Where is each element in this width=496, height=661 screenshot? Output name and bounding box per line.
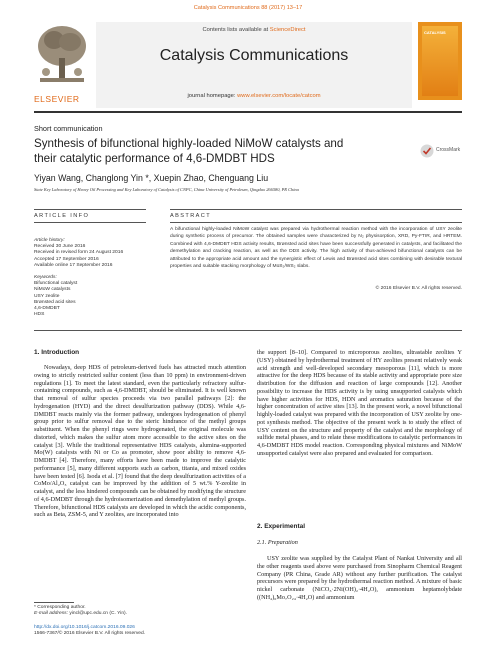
introduction-text-right [257,349,462,458]
author-list: Yiyan Wang, Changlong Yin *, Xuepin Zhao, Chenguang Liu [34,173,269,183]
introduction-text-left [34,364,246,519]
keyword-item: Brønsted acid sites [34,299,76,305]
crossmark-badge[interactable] [420,141,462,161]
contents-line [96,27,412,33]
section-heading-experimental: 2. Experimental [257,523,306,530]
affiliation: State Key Laboratory of Heavy Oil Processing and Key Laboratory of Catalysis of CNPC, China University of Petroleum, Qingdao 266580, PR China [34,187,299,192]
cover-label: CATALYSIS [424,30,446,35]
front-matter-divider [34,330,462,331]
issn-line: 1566-7367/© 2016 Elsevier B.V. All rights reserved. [34,631,146,637]
contents-prefix: Contents lists available at [202,27,270,33]
abstract-copyright: © 2016 Elsevier B.V. All rights reserved. [375,286,462,291]
history-item: Accepted 17 September 2016 [34,256,99,262]
abstract-text: A bifunctional highly-loaded NiMoW catalyst was prepared via hydrothermal reaction method with the incorporation of USY zeolite during synthetic process of precursor. The obtained samples were characterized by N₂ physisorption, XRD, Py-FTIR, and HRTEM. Combined with 4,6-DMDBT HDS activity results, Brønsted acid sites have been successfully generated in catalysts, and facilitated the demethylation and cracking reaction, as well as the DDS activity. The high activity of thus-achieved bifunctional catalysts can be attributed to the appropriate acid amount and the synergistic effect of Lewis and Brønsted acid sites combining with desirable textural properties and suitable stacking morphology of MoS₂/WS₂ slabs. [170,227,462,270]
article-info-heading: ARTICLE INFO [34,213,90,219]
corresponding-author-note: * Corresponding author. [34,605,86,610]
footnote-block [34,605,254,618]
history-label: Article history: [34,238,65,243]
paragraph: the support [8–10]. Compared to microporous zeolites, ultrastable zeolites Y (USY) obtained by hydrothermal treatment of HY zeolites present relatively weak acid strength and well-developed secondary mesoporous [11], which is more attractive for the deep HDS because of its stable activity and appropriate pore size distribution for the diffusion and reaction of large compounds [12]. Another possibility to increase the HDS activity is by using unsupported catalysts which have higher activities for HDS, HDN and aromatics saturation because of the higher concentration of active sites [13]. In the present work, a novel bifunctional highly-loaded catalyst was prepared with the incorporation of USY zeolite by one-pot synthesis method. The objective of the present work is to study the effect of USY content on the structure and property of the catalyst and the morphology of sulfide metal phases, and to relate these modifications to catalytic performances in 4,6-DMDBT HDS model reaction. Corresponding physical mixtures and NiMoW unsupported catalyst were also prepared and evaluated for comparison. [257,349,462,457]
doi-block [34,625,254,638]
keyword-item: NiMoW catalysts [34,287,71,293]
crossmark-icon [420,144,434,158]
keyword-item: USY zeolite [34,293,60,299]
doi-link[interactable]: http://dx.doi.org/10.1016/j.catcom.2016.09.026 [34,625,135,630]
article-title: Synthesis of bifunctional highly-loaded NiMoW catalysts and their catalytic performance of 4,6-DMDBT HDS [34,137,344,165]
cover-inner [422,26,458,96]
subsection-heading-preparation: 2.1. Preparation [257,539,298,546]
article-type: Short communication [34,124,103,133]
footnote-rule [34,602,74,603]
journal-citation-line: Catalysis Communications 88 (2017) 13–17 [193,5,303,11]
section-heading-introduction: 1. Introduction [34,349,80,356]
sciencedirect-link[interactable]: ScienceDirect [269,27,306,33]
homepage-prefix: journal homepage: [187,93,238,99]
history-item: Received 30 June 2016 [34,244,86,250]
abstract-rule-mid [170,222,462,223]
keywords-label: Keywords: [34,275,57,281]
elsevier-tree-logo [34,22,90,88]
keyword-item: Bifunctional catalyst [34,281,78,287]
info-rule-bottom [34,222,146,223]
homepage-link[interactable]: www.elsevier.com/locate/catcom [237,93,321,99]
journal-cover-image [418,22,462,100]
crossmark-label: CrossMark [436,147,461,153]
email-line [34,611,254,617]
email-label: E-mail address: [34,611,70,617]
history-item: Received in revised form 24 August 2016 [34,250,124,256]
info-rule-top [34,209,146,210]
abstract-rule-top [170,209,462,210]
journal-homepage [96,93,412,99]
email-address[interactable]: yincl@upc.edu.cn (C. Yin). [69,611,128,617]
header-divider [34,111,462,113]
article-info-block [34,238,144,318]
history-item: Available online 17 September 2016 [34,262,113,268]
abstract-heading: ABSTRACT [170,213,212,219]
keyword-item: 4,6-DMDBT [34,306,60,312]
journal-title: Catalysis Communications [159,47,349,64]
publisher-wordmark: ELSEVIER [34,94,80,104]
paragraph: Nowadays, deep HDS of petroleum-derived fuels has attracted much attention owing to strictly restricted sulfur content (less than 10 ppm) in environment-driven regulations [1]. To meet the latest standard, even the particularly refractory sulfur-containing compounds, such as 4,6-DMDBT, should be eliminated. It is well known that removal of sulfur species proceeds via two parallel pathways [2]: the hydrogenation (HYD) and the direct desulfurization pathway (DDS). While 4,6-DMDBT reacts mainly via the former pathway, undergoes hydrogenation of phenyl group prior to sulfur removal due to the steric hindrance of the methyl groups substituent. When the phenyl rings were hydrogenated, the original molecule was distorted, which makes the sulfur atom more accessible to the active sites on the catalyst [3]. While the traditional representative HDS catalysts, alumina-supported Mo(W) catalysts with Ni or Co as promoter, show poor ability to remove 4,6-DMDBT [4]. Therefore, many efforts have been made to improve the catalytic performance [5], many different supports such as carbon, titania, and mixed oxides have been tested [6]. Isoda et al. [7] found that the deep desulfurization activities of a CoMo/Al₂O₃ catalyst can be improved by the addition of 5 wt.% Y-zeolite in catalyst, and the less hindered compounds can be obtained by modifying the structure of 4,6-DMDBT through the hydroisomerization and demethylation of methyl groups. Therefore, bifunctional HDS catalysts are developed in which the acidic components, such as Beta, ZSM-5, and Y zeolites, are incorporated into [34,364,246,519]
keyword-item: HDS [34,312,45,318]
paragraph: USY zeolite was supplied by the Catalyst Plant of Nankai University and all the other reagents used above were purchased from Sinopharm Chemical Reagent Company (PR China, Grade AR) without any further purification. The catalyst precursors were prepared by the hydrothermal reaction method. A mixture of basic nickel carbonate (NiCO₃·2Ni(OH)₂·4H₂O), ammonium heptamolybdate ((NH₄)₆Mo₇O₂₄·4H₂O) and ammonium [257,555,462,601]
preparation-text [257,555,462,602]
